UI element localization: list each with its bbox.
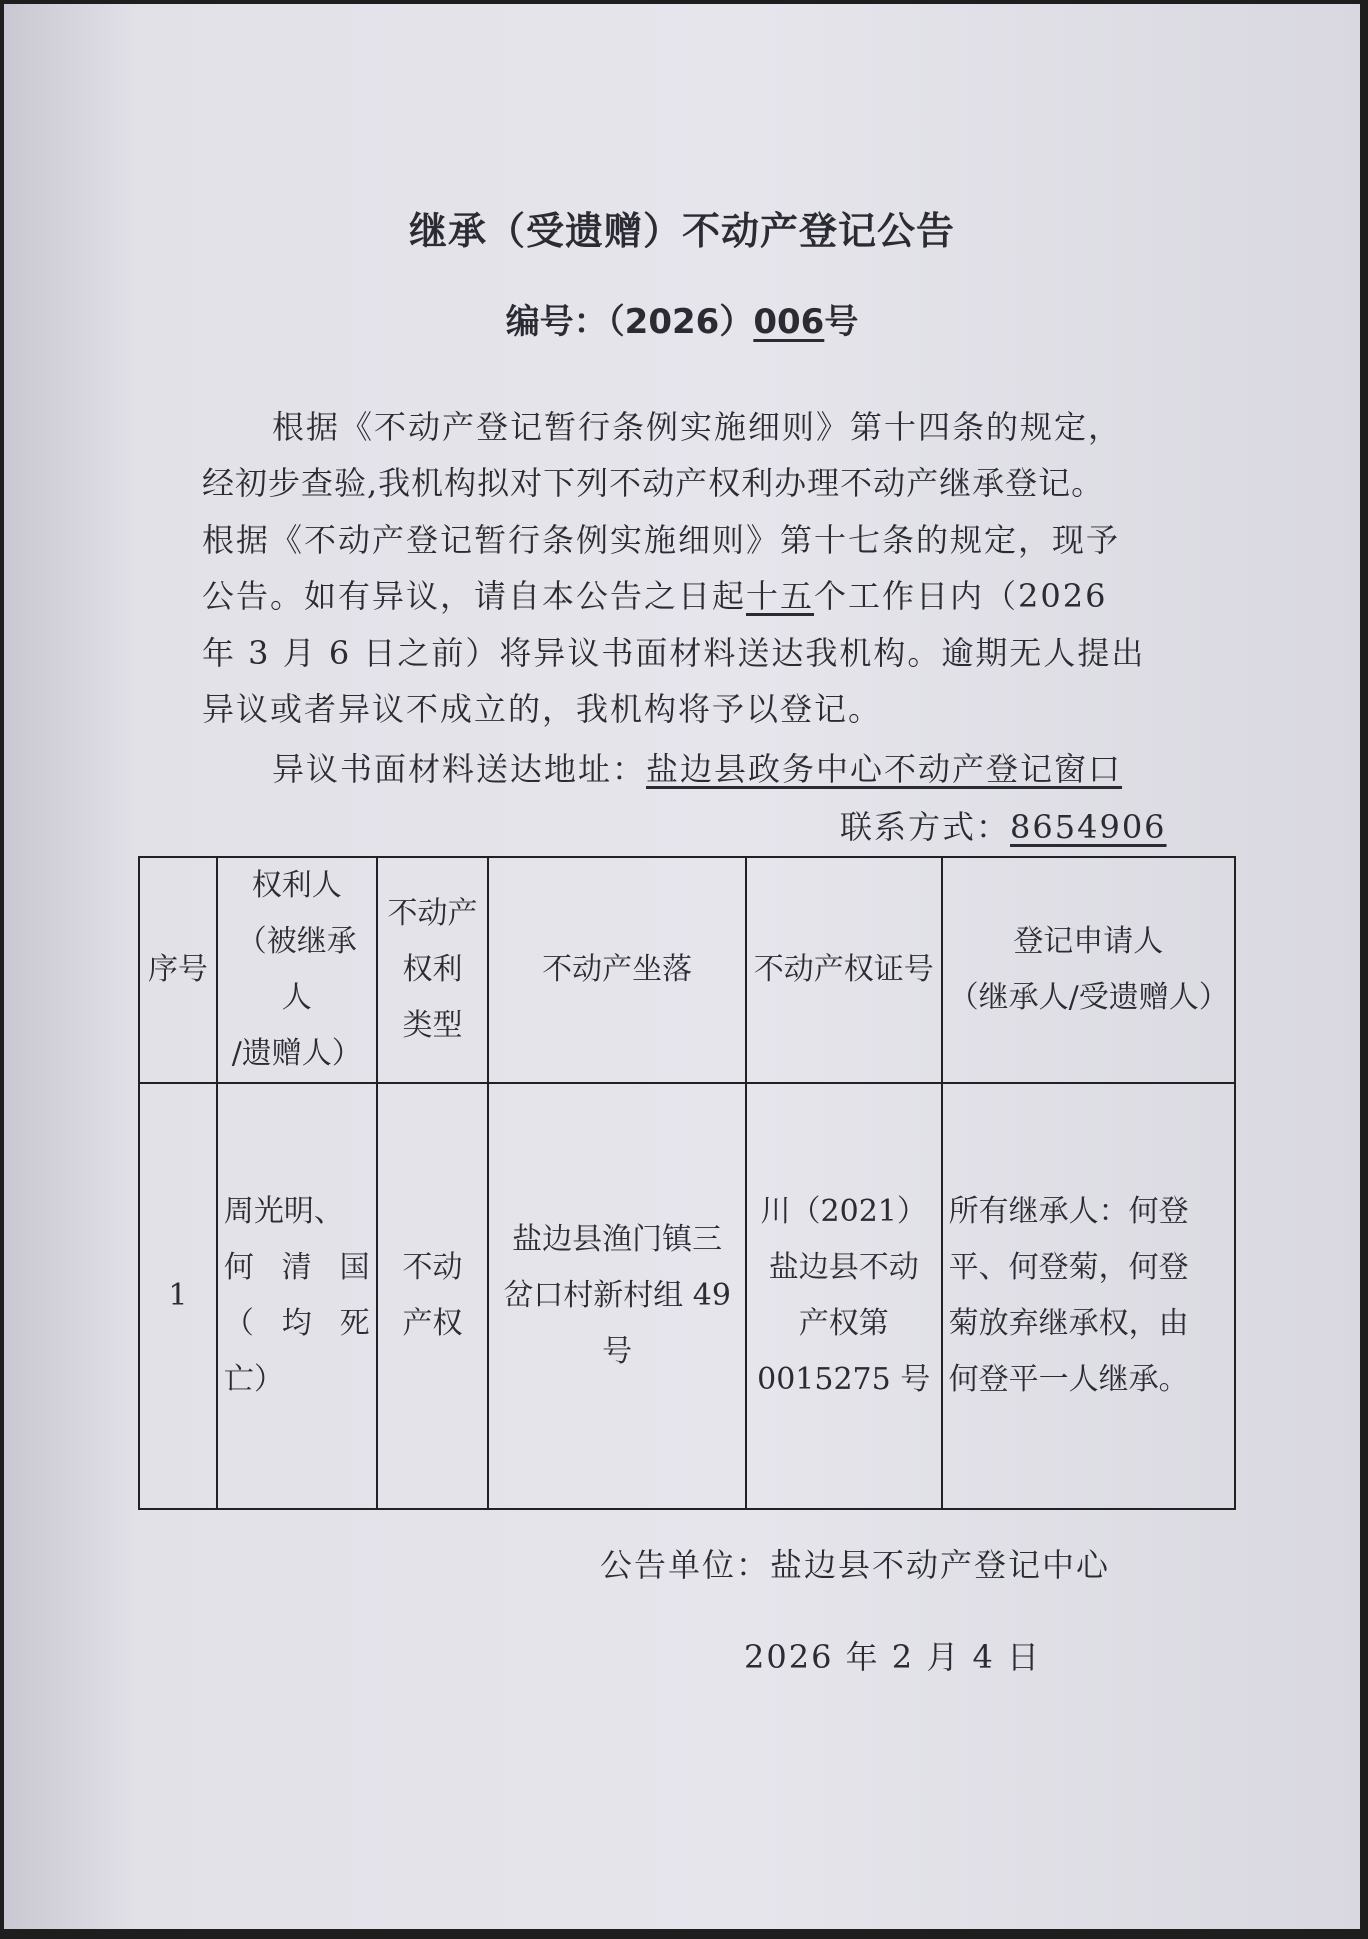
body-line-3: 根据《不动产登记暂行条例实施细则》第十七条的规定，现予 [202,521,1121,559]
address-label: 异议书面材料送达地址： [272,750,647,788]
docno-number: 006 [753,302,825,342]
header-serial: 序号 [139,857,217,1083]
contact-value: 8654906 [1010,808,1167,846]
header-type-l1: 不动产 [387,896,478,931]
header-holder [217,857,377,1083]
contact-label: 联系方式： [840,808,1011,846]
body-line-2: 经初步查验,我机构拟对下列不动产权利办理不动产继承登记。 [202,464,1105,502]
cell-location [488,1083,745,1509]
table-row [139,1083,1235,1509]
location-l1: 盐边县渔门镇三 [512,1222,723,1257]
registration-table [138,856,1236,1510]
issue-date: 2026 年 2 月 4 日 [744,1638,1042,1676]
header-holder-l3: /遗赠人） [231,1036,362,1071]
header-holder-l1: 权利人 [251,868,342,903]
body-line-4-b: 个工作日内（2026 [814,577,1108,615]
location-l3: 号 [602,1334,633,1369]
header-location: 不动产坐落 [488,857,745,1083]
holder-l3: （ 均 死 [223,1306,370,1341]
header-type-l3: 类型 [402,1008,463,1043]
address-line [272,744,1122,790]
type-l2: 产权 [402,1306,463,1341]
table-header-row [139,857,1235,1083]
holder-l1: 周光明、 [223,1194,344,1229]
header-certificate: 不动产权证号 [746,857,942,1083]
applicant-l1: 所有继承人：何登 [948,1194,1189,1229]
body-line-5: 年 3 月 6 日之前）将异议书面材料送达我机构。逾期无人提出 [202,634,1146,672]
applicant-l4: 何登平一人继承。 [948,1362,1189,1397]
header-holder-l2: （被继承人 [236,924,357,1015]
holder-l4: 亡） [223,1362,284,1397]
working-days: 十五 [746,577,815,615]
applicant-l3: 菊放弃继承权，由 [948,1306,1189,1341]
issuer: 公告单位：盐边县不动产登记中心 [600,1546,1111,1584]
document-number [4,294,1360,343]
body-line-4-a: 公告。如有异议，请自本公告之日起 [202,577,747,615]
docno-suffix: 号 [824,302,859,342]
body-line-1: 根据《不动产登记暂行条例实施细则》第十四条的规定， [272,408,1123,446]
cell-applicant [942,1083,1235,1509]
header-applicant-l2: （继承人/受遗赠人） [948,980,1229,1015]
cell-holder [217,1083,377,1509]
cert-l2: 盐边县不动 [768,1250,919,1285]
body-line-6: 异议或者异议不成立的，我机构将予以登记。 [202,690,883,728]
header-type-l2: 权利 [402,952,463,987]
location-l2: 岔口村新村组 49 [503,1278,731,1313]
cert-l3: 产权第 [798,1306,889,1341]
address-value: 盐边县政务中心不动产登记窗口 [646,750,1123,788]
header-applicant [942,857,1235,1083]
holder-l2: 何 清 国 [223,1250,370,1285]
applicant-l2: 平、何登菊，何登 [948,1250,1189,1285]
contact-line [840,802,1167,848]
cell-right-type [377,1083,489,1509]
type-l1: 不动 [402,1250,463,1285]
docno-prefix: 编号：（2026） [505,302,754,342]
header-right-type [377,857,489,1083]
cell-certificate [746,1083,942,1509]
document-page [4,4,1360,1929]
cert-l4: 0015275 号 [757,1362,931,1397]
body-line-4 [202,571,1107,617]
page-title: 继承（受遗赠）不动产登记公告 [408,209,955,253]
header-applicant-l1: 登记申请人 [1013,924,1164,959]
cert-l1: 川（2021） [760,1194,927,1229]
cell-serial: 1 [139,1083,217,1509]
